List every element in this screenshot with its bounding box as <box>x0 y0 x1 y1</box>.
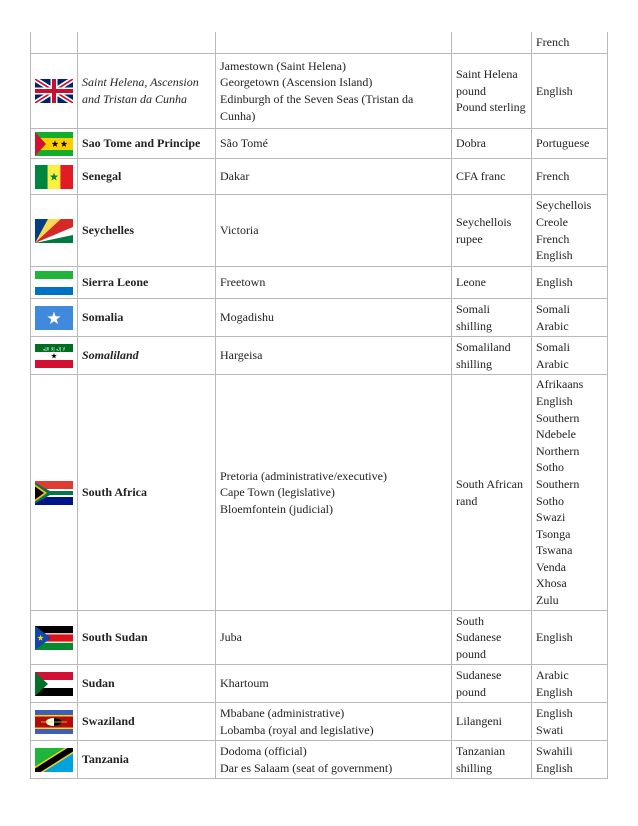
languages-cell <box>532 159 608 195</box>
tanzania-flag-icon <box>35 748 73 772</box>
table-row <box>30 665 608 703</box>
country-name: South Sudan <box>78 611 216 665</box>
language-text: Seychellois Creole <box>536 198 592 229</box>
capital-cell <box>216 159 452 195</box>
languages-cell <box>532 337 608 375</box>
currency-cell <box>452 32 532 54</box>
currency-text: Saint Helena pound <box>456 67 518 98</box>
table-row <box>30 129 608 159</box>
flag-cell <box>30 611 78 665</box>
table-row <box>30 375 608 611</box>
capital-cell <box>216 703 452 741</box>
languages-cell <box>532 129 608 159</box>
currency-cell <box>452 129 532 159</box>
country-name <box>78 32 216 54</box>
capital-text: Georgetown (Ascension Island) <box>220 75 373 90</box>
capital-text: Mbabane (administrative) <box>220 705 345 720</box>
capital-text: Cape Town (legislative) <box>220 485 335 500</box>
seychelles-flag-icon <box>35 219 73 243</box>
currency-cell <box>452 267 532 299</box>
language-text: Arabic <box>536 356 569 371</box>
language-text: Swazi <box>536 510 566 525</box>
language-text: Southern Sotho <box>536 476 580 508</box>
capital-text: Mogadishu <box>220 310 274 325</box>
table-row <box>30 611 608 665</box>
capital-cell <box>216 337 452 375</box>
capital-cell <box>216 54 452 129</box>
capital-cell <box>216 32 452 54</box>
senegal-flag-icon <box>35 165 73 189</box>
language-text: Xhosa <box>536 576 567 591</box>
capital-cell <box>216 741 452 779</box>
table-row <box>30 54 608 129</box>
swaziland-flag-icon <box>35 710 73 734</box>
currency-text: Lilangeni <box>456 714 502 729</box>
capital-text: Jamestown (Saint Helena) <box>220 58 346 73</box>
flag-cell <box>30 703 78 741</box>
svg-text:لا إله إلا الله: لا إله إلا الله <box>42 347 66 352</box>
language-text: Southern Ndebele <box>536 410 580 442</box>
languages-cell <box>532 267 608 299</box>
currency-text: Somaliland shilling <box>456 339 511 371</box>
stp-flag-icon <box>35 132 73 156</box>
language-text: English <box>536 275 573 290</box>
language-text: Tsonga <box>536 526 571 541</box>
languages-cell <box>532 665 608 703</box>
table-row <box>30 337 608 375</box>
country-name: Sierra Leone <box>78 267 216 299</box>
currency-cell <box>452 337 532 375</box>
language-text: English <box>536 705 573 720</box>
currency-cell <box>452 54 532 129</box>
country-name: South Africa <box>78 375 216 611</box>
languages-cell <box>532 703 608 741</box>
capital-cell <box>216 375 452 611</box>
language-text: Venda <box>536 559 566 574</box>
language-text: Portuguese <box>536 136 590 151</box>
capital-cell <box>216 611 452 665</box>
flag-cell <box>30 267 78 299</box>
table-row <box>30 159 608 195</box>
currency-cell <box>452 159 532 195</box>
country-name: Tanzania <box>78 741 216 779</box>
ssudan-flag-icon <box>35 626 73 650</box>
currency-text: Sudanese pound <box>456 667 502 699</box>
capital-text: Juba <box>220 630 242 645</box>
languages-cell <box>532 299 608 337</box>
language-text: English <box>536 248 573 263</box>
language-text: Zulu <box>536 593 559 608</box>
currency-text: Tanzanian shilling <box>456 743 506 775</box>
capital-text: Victoria <box>220 223 259 238</box>
language-text: Arabic <box>536 667 569 682</box>
capital-text: Edinburgh of the Seven Seas (Tristan da Cunha) <box>220 92 414 123</box>
capital-text: Hargeisa <box>220 348 263 363</box>
language-text: Northern Sotho <box>536 443 580 475</box>
languages-cell <box>532 375 608 611</box>
flag-cell <box>30 195 78 267</box>
country-name: Somalia <box>78 299 216 337</box>
currency-cell <box>452 611 532 665</box>
flag-cell <box>30 375 78 611</box>
table-row <box>30 267 608 299</box>
language-text: Swahili <box>536 743 573 758</box>
currency-cell <box>452 299 532 337</box>
currency-cell <box>452 375 532 611</box>
country-name: Saint Helena, Ascension and Tristan da Cunha <box>78 54 216 129</box>
currency-text: South African rand <box>456 476 523 508</box>
currency-text: Seychellois rupee <box>456 214 512 246</box>
flag-cell <box>30 337 78 375</box>
languages-cell <box>532 611 608 665</box>
currency-text: Somali shilling <box>456 301 493 333</box>
capital-text: Bloemfontein (judicial) <box>220 501 333 516</box>
languages-cell <box>532 32 608 54</box>
flag-cell <box>30 54 78 129</box>
flag-cell <box>30 299 78 337</box>
currency-cell <box>452 741 532 779</box>
uk-flag-icon <box>35 79 73 103</box>
capital-cell <box>216 195 452 267</box>
capital-text: Pretoria (administrative/executive) <box>220 468 387 483</box>
currency-text: Dobra <box>456 136 486 151</box>
capital-text: Dodoma (official) <box>220 743 307 758</box>
country-name: Senegal <box>78 159 216 195</box>
sierra-flag-icon <box>35 271 73 295</box>
table-row <box>30 32 608 54</box>
capital-text: Dar es Salaam (seat of government) <box>220 760 393 775</box>
currency-text: CFA franc <box>456 169 506 184</box>
language-text: Tswana <box>536 543 573 558</box>
currency-cell <box>452 703 532 741</box>
capital-cell <box>216 665 452 703</box>
language-text: English <box>536 393 573 408</box>
currency-text: South Sudanese pound <box>456 613 502 661</box>
country-name: Sudan <box>78 665 216 703</box>
country-name: Somaliland <box>78 337 216 375</box>
language-text: English <box>536 760 573 775</box>
capital-text: Dakar <box>220 169 250 184</box>
country-name: Seychelles <box>78 195 216 267</box>
languages-cell <box>532 195 608 267</box>
currency-cell <box>452 665 532 703</box>
somalia-flag-icon <box>35 306 73 330</box>
sudan-flag-icon <box>35 672 73 696</box>
table-row <box>30 195 608 267</box>
flag-cell <box>30 159 78 195</box>
flag-cell <box>30 665 78 703</box>
capital-text: Lobamba (royal and legislative) <box>220 722 374 737</box>
currency-text: Pound sterling <box>456 100 526 115</box>
language-text: French <box>536 35 570 50</box>
languages-cell <box>532 741 608 779</box>
capital-cell <box>216 267 452 299</box>
language-text: Swati <box>536 722 564 737</box>
language-text: Somali <box>536 339 571 354</box>
country-name: Sao Tome and Principe <box>78 129 216 159</box>
sa-flag-icon <box>35 481 73 505</box>
flag-cell <box>30 741 78 779</box>
capital-cell <box>216 299 452 337</box>
capital-text: Khartoum <box>220 676 269 691</box>
language-text: English <box>536 83 573 98</box>
capital-cell <box>216 129 452 159</box>
language-text: Afrikaans <box>536 377 584 392</box>
table-row <box>30 703 608 741</box>
somaliland-flag-icon <box>35 344 73 368</box>
capital-text: Freetown <box>220 275 266 290</box>
language-text: French <box>536 169 570 184</box>
country-name: Swaziland <box>78 703 216 741</box>
language-text: English <box>536 684 573 699</box>
language-text: French <box>536 231 570 246</box>
flag-cell <box>30 32 78 54</box>
language-text: Somali <box>536 301 571 316</box>
table-row <box>30 299 608 337</box>
table-row <box>30 741 608 779</box>
language-text: English <box>536 630 573 645</box>
flag-cell <box>30 129 78 159</box>
language-text: Arabic <box>536 318 569 333</box>
currency-cell <box>452 195 532 267</box>
capital-text: São Tomé <box>220 136 268 151</box>
countries-table <box>30 32 608 779</box>
currency-text: Leone <box>456 275 486 290</box>
languages-cell <box>532 54 608 129</box>
